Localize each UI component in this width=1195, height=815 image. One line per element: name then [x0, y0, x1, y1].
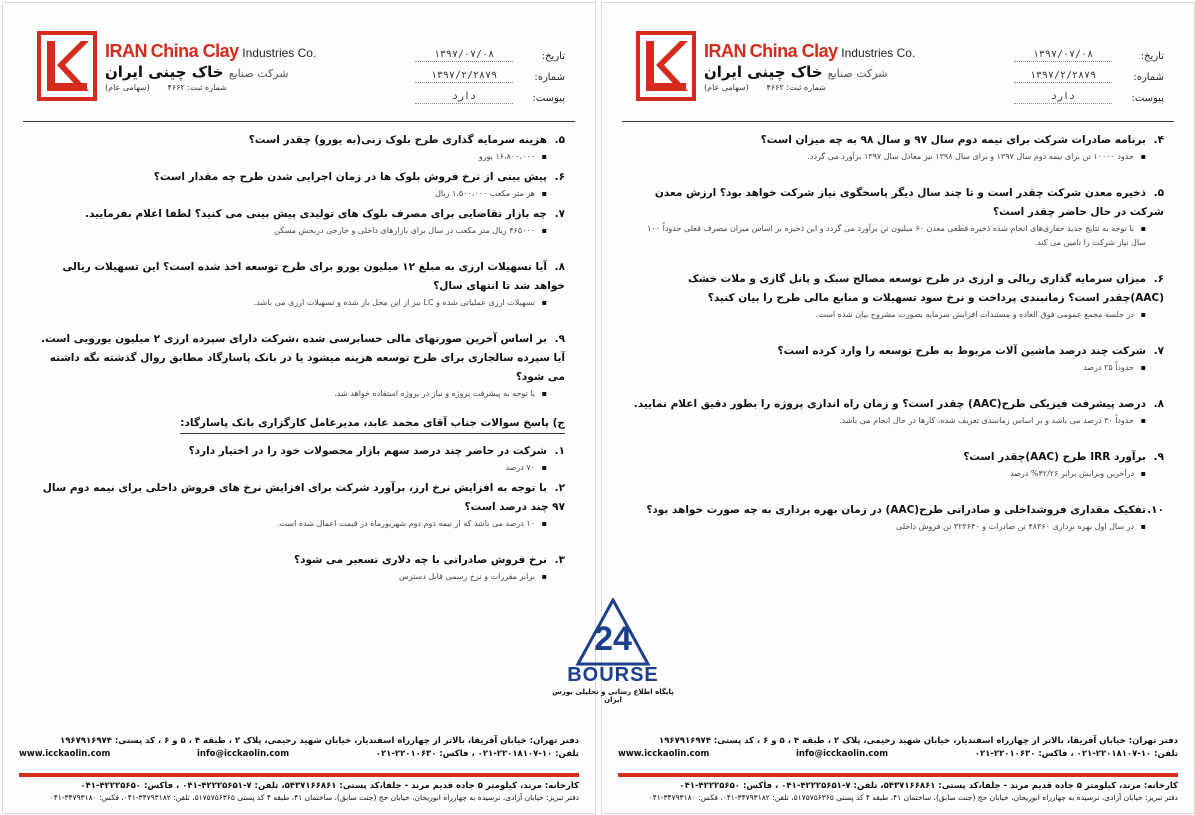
- footer-tehran: [19, 735, 579, 773]
- answer-body: حدوداً ۳۰ درصد می باشد و بر اساس زمانبندی تعریف شده، کارها در حال انجام می باشد.: [839, 416, 1134, 425]
- question-number: ۳.: [554, 554, 565, 566]
- registration-number: شماره ثبت: ۴۶۶۲: [766, 83, 826, 92]
- question-number: ۶.: [1153, 273, 1164, 285]
- bullet-icon: ▪: [541, 572, 547, 581]
- bullet-icon: ▪: [541, 463, 547, 472]
- company-logo: [37, 31, 97, 101]
- answer-text: [630, 308, 1164, 322]
- answer-body: با توجه به نتایج جدید حفاری‌های انجام شده ذخیره قطعی معدن ۶۰ میلیون تن برآورد می گردد و این ذخیره بر اساس میزان مصرف فعلی حدوداً ۱۰۰ سال نیاز شرکت را تامین می کند.: [647, 224, 1146, 247]
- company-logo: [636, 31, 696, 101]
- answer-body: در جلسه مجمع عمومی فوق العاده و مستندات افزایش سرمایه بصورت مشروح بیان شده است.: [815, 310, 1134, 319]
- company-type: (سهامی عام): [105, 83, 150, 92]
- question-item: [31, 205, 565, 238]
- company-china-clay: China Clay: [150, 41, 239, 61]
- question-body: بر اساس آخرین صورتهای مالی حسابرسی شده ،شرکت دارای سپرده ارزی ۲ میلیون یورویی است. آیا سپرده سالجاری برای طرح توسعه هزینه میشود یا در بانک پاسارگاد مطابق روال گذشته نگه داشته می شود؟: [41, 333, 565, 383]
- question-text: [31, 479, 565, 517]
- company-fa-name: خاک چینی ایران: [704, 63, 823, 81]
- bullet-icon: ▪: [541, 519, 547, 528]
- company-name-en: [105, 41, 317, 62]
- answer-text: [31, 224, 565, 238]
- number-value: ۱۳۹۷/۲/۲۸۷۹: [415, 70, 513, 83]
- bullet-icon: ▪: [541, 389, 547, 398]
- answer-text: [31, 296, 565, 310]
- question-text: [630, 131, 1164, 150]
- bullet-icon: ▪: [1140, 224, 1146, 233]
- question-number: ۷.: [554, 208, 565, 220]
- company-suffix: Industries Co.: [242, 46, 317, 60]
- meta-attach-row: [415, 83, 565, 104]
- question-number: ۷.: [1153, 345, 1164, 357]
- kaolin-logo-icon: [41, 35, 93, 97]
- footer-contact-row: [19, 748, 579, 761]
- section-title: ج) پاسخ سوالات جناب آقای محمد عابد، مدیرعامل کارگزاری بانک پاسارگاد:: [180, 414, 565, 434]
- email-link[interactable]: info@icckaolin.com: [197, 749, 290, 759]
- question-text: [630, 342, 1164, 361]
- question-item: [630, 342, 1164, 375]
- question-body: با توجه به افزایش نرخ ارز، برآورد شرکت برای افزایش نرخ های فروش داخلی برای نیمه دوم سال ۹۷ چند درصد است؟: [42, 482, 565, 513]
- footer-tehran: [618, 735, 1178, 773]
- answer-text: [630, 150, 1164, 164]
- meta-date-row: [1014, 41, 1164, 62]
- answer-text: [31, 461, 565, 475]
- footer-red-bar: [618, 773, 1178, 777]
- question-item: [31, 330, 565, 401]
- answer-text: [630, 467, 1164, 481]
- question-body: برآورد IRR طرح (AAC)چقدر است؟: [963, 451, 1146, 463]
- answer-text: [630, 520, 1164, 534]
- question-text: [630, 184, 1164, 222]
- question-text: [31, 551, 565, 570]
- factory-address: کارخانه: مرند، کیلومتر ۵ جاده قدیم مرند - جلفا،کد پستی: ۵۴۳۷۱۶۶۸۶۱، تلفن: ۷-۴۲۲۲۵۶۵۱-۰۴۱ ، فاکس: ۴۲۲۲۵۶۵۰-۰۴۱: [679, 781, 1178, 791]
- header-divider: [622, 121, 1174, 122]
- answer-body: ۱۶،۸۰۰،۰۰۰ یورو: [478, 152, 535, 161]
- registration-number: شماره ثبت: ۴۶۶۲: [167, 83, 227, 92]
- attach-value: دارد: [1014, 91, 1112, 104]
- meta-date-row: [415, 41, 565, 62]
- meta-number-row: [1014, 62, 1164, 83]
- question-body: ذخیره معدن شرکت چقدر است و تا چند سال دیگر پاسخگوی نیاز شرکت خواهد بود؟ ارزش معدن شرکت در حال حاضر چقدر است؟: [654, 187, 1164, 218]
- question-body: هزینه سرمایه گذاری طرح بلوک زنی(به یورو) چقدر است؟: [248, 134, 547, 146]
- company-iran: IRAN: [105, 41, 147, 61]
- bullet-icon: ▪: [541, 298, 547, 307]
- question-body: پیش بینی از نرخ فروش بلوک ها در زمان اجرایی شدن طرح چه مقدار است؟: [153, 171, 547, 183]
- tehran-address: دفتر تهران: خیابان آفریقا، بالاتر از چهارراه اسفندیار، خیابان شهید رحیمی، پلاک ۲ ، طبقه ۴ ، ۵ و ۶ ، کد پستی: ۱۹۶۷۹۱۶۹۷۴: [60, 736, 579, 746]
- question-item: [630, 501, 1164, 534]
- date-label: تاریخ:: [1140, 51, 1164, 62]
- watermark-number: 24: [594, 620, 632, 658]
- bullet-icon: ▪: [1140, 522, 1146, 531]
- company-fa-name: خاک چینی ایران: [105, 63, 224, 81]
- attach-label: پیوست:: [532, 93, 565, 104]
- attach-value: دارد: [415, 91, 513, 104]
- factory-address: کارخانه: مرند، کیلومتر ۵ جاده قدیم مرند - جلفا،کد پستی: ۵۴۳۷۱۶۶۸۶۱، تلفن: ۷-۴۲۲۲۵۶۵۱-۰۴۱ ، فاکس: ۴۲۲۲۵۶۵۰-۰۴۱: [80, 781, 579, 791]
- bourse24-logo-icon: [548, 598, 678, 668]
- letter-meta: [415, 41, 565, 104]
- footer-red-bar: [19, 773, 579, 777]
- company-china-clay: China Clay: [749, 41, 838, 61]
- footer-contact-row: [618, 748, 1178, 761]
- bullet-icon: ▪: [1140, 416, 1146, 425]
- question-text: [31, 258, 565, 296]
- bullet-icon: ▪: [541, 226, 547, 235]
- website-link[interactable]: www.icckaolin.com: [19, 749, 111, 759]
- tabriz-address: دفتر تبریز: خیابان آزادی، نرسیده به چهارراه ابوریحان، خیابان حج (جنت سابق)، ساختمان ۴۱، طبقه ۴ کد پستی ۵۱۷۵۷۵۶۳۶۵، تلفن: ۳۴۷۹۳۱۸۲-۰۴۱، فکس: ۳۴۷۹۳۱۸۰-۰۴۱: [49, 793, 579, 802]
- question-body: نرخ فروش صادراتی با چه دلاری تسعیر می شود؟: [294, 554, 547, 566]
- question-item: [630, 131, 1164, 164]
- answer-text: [31, 570, 565, 584]
- company-name-fa: [105, 63, 305, 81]
- email-link[interactable]: info@icckaolin.com: [796, 749, 889, 759]
- bullet-icon: ▪: [1140, 469, 1146, 478]
- question-item: [630, 270, 1164, 322]
- question-text: [31, 131, 565, 150]
- answer-text: [630, 222, 1164, 250]
- question-item: [630, 184, 1164, 250]
- answer-body: تسهیلات ارزی عملیاتی شده و LC نیز از این محل باز شده و تسهیلات ارزی می باشد.: [253, 298, 535, 307]
- question-item: [31, 131, 565, 164]
- phone-fax: تلفن: ۱۰-۲۲۰۱۸۱۰۷-۰۲۱ ، فاکس: ۲۲۰۱۰۶۳۰-۰۲۱: [974, 749, 1178, 759]
- question-number: ۲.: [554, 482, 565, 494]
- bullet-icon: ▪: [1140, 310, 1146, 319]
- question-body: تفکیک مقداری فروشداخلی و صادراتی طرح(AAC) در زمان بهره برداری به چه صورت خواهد بود؟: [646, 504, 1146, 516]
- letter-meta: [1014, 41, 1164, 104]
- tehran-address: دفتر تهران: خیابان آفریقا، بالاتر از چهارراه اسفندیار، خیابان شهید رحیمی، پلاک ۲ ، طبقه ۴ ، ۵ و ۶ ، کد پستی: ۱۹۶۷۹۱۶۹۷۴: [659, 736, 1178, 746]
- date-value: ۱۳۹۷/۰۷/۰۸: [1014, 49, 1112, 62]
- question-body: آیا تسهیلات ارزی به مبلغ ۱۲ میلیون یورو برای طرح توسعه اخذ شده است؟ این تسهیلات ریالی خواهد شد تا انتهای سال؟: [62, 261, 565, 292]
- company-name-en: [704, 41, 916, 62]
- question-number: ۵.: [1153, 187, 1164, 199]
- company-fa-prefix: شرکت صنایع: [228, 67, 289, 80]
- question-item: [31, 442, 565, 475]
- bullet-icon: ▪: [541, 152, 547, 161]
- answer-body: برابر مقررات و نرخ رسمی قابل دسترس: [398, 572, 535, 581]
- question-body: شرکت چند درصد ماشین آلات مربوط به طرح توسعه را وارد کرده است؟: [777, 345, 1146, 357]
- question-text: [31, 442, 565, 461]
- company-name-block: [704, 41, 916, 92]
- answer-text: [31, 187, 565, 201]
- answer-body: هر متر مکعب ۱،۵۰۰،۰۰۰ ریال: [435, 189, 535, 198]
- bullet-icon: ▪: [1140, 152, 1146, 161]
- number-label: شماره:: [1133, 72, 1164, 83]
- question-number: ۹.: [554, 333, 565, 345]
- date-value: ۱۳۹۷/۰۷/۰۸: [415, 49, 513, 62]
- question-number: ۵.: [554, 134, 565, 146]
- bourse24-watermark: [548, 598, 678, 708]
- question-item: [630, 448, 1164, 481]
- watermark-title: BOURSE: [567, 664, 659, 686]
- question-item: [31, 168, 565, 201]
- question-body: چه بازار تقاضایی برای مصرف بلوک های تولیدی پیش بینی می کنید؟ لطفا اعلام بفرمایید.: [85, 208, 547, 220]
- question-number: ۸.: [554, 261, 565, 273]
- answer-text: [31, 517, 565, 531]
- footer-factory: [19, 780, 579, 804]
- answer-body: حدود ۱۰۰۰۰ تن برای نیمه دوم سال ۱۳۹۷ و برای سال ۱۳۹۸ نیز معادل سال ۱۳۹۷ برآورد می گردد.: [807, 152, 1134, 161]
- question-item: [31, 479, 565, 531]
- letter-page-left: [2, 2, 596, 814]
- question-body: شرکت در حاضر چند درصد سهم بازار محصولات خود را در اختیار دارد؟: [188, 445, 547, 457]
- bullet-icon: ▪: [1140, 363, 1146, 372]
- watermark-subtitle: پایگاه اطلاع رسانی و تحلیلی بورس ایران: [552, 688, 674, 704]
- phone-fax: تلفن: ۱۰-۲۲۰۱۸۱۰۷-۰۲۱ ، فاکس: ۲۲۰۱۰۶۳۰-۰۲۱: [375, 749, 579, 759]
- question-item: [630, 395, 1164, 428]
- question-body: درصد پیشرفت فیزیکی طرح(AAC) چقدر است؟ و زمان راه اندازی پروژه را بطور دقیق اعلام نمایید.: [633, 398, 1146, 410]
- question-body: برنامه صادرات شرکت برای نیمه دوم سال ۹۷ و سال ۹۸ به چه میزان است؟: [760, 134, 1146, 146]
- kaolin-logo-icon: [640, 35, 692, 97]
- question-text: [31, 330, 565, 387]
- answer-body: حدوداً ۲۵ درصد: [1083, 363, 1134, 372]
- company-registration: [105, 83, 305, 92]
- question-number: ۴.: [1153, 134, 1164, 146]
- company-registration: [704, 83, 904, 92]
- meta-attach-row: [1014, 83, 1164, 104]
- answer-body: ۱۰ درصد می باشد که از نیمه دوم دوم شهریورماه در قیمت اعمال شده است.: [276, 519, 535, 528]
- company-type: (سهامی عام): [704, 83, 749, 92]
- answer-body: ۷۰ درصد: [505, 463, 535, 472]
- question-text: [31, 168, 565, 187]
- date-label: تاریخ:: [541, 51, 565, 62]
- question-text: [630, 501, 1164, 520]
- question-text: [630, 395, 1164, 414]
- company-fa-prefix: شرکت صنایع: [827, 67, 888, 80]
- number-value: ۱۳۹۷/۲/۲۸۷۹: [1014, 70, 1112, 83]
- question-text: [630, 270, 1164, 308]
- answer-text: [31, 150, 565, 164]
- company-name-fa: [704, 63, 904, 81]
- tabriz-address: دفتر تبریز: خیابان آزادی، نرسیده به چهارراه ابوریحان، خیابان حج (جنت سابق)، ساختمان ۴۱، طبقه ۴ کد پستی ۵۱۷۵۷۵۶۳۶۵، تلفن: ۳۴۷۹۳۱۸۲-۰۴۱، فکس: ۳۴۷۹۳۱۸۰-۰۴۱: [648, 793, 1178, 802]
- header-divider: [23, 121, 575, 122]
- bullet-icon: ▪: [541, 189, 547, 198]
- answer-body: با توجه به پیشرفت پروژه و نیاز در پروژه استفاده خواهد شد.: [334, 389, 535, 398]
- left-questions: [31, 131, 565, 584]
- question-text: [630, 448, 1164, 467]
- answer-body: در سال اول بهره برداری ۴۸۳۶۰ تن صادرات و ۳۲۳۶۴۰ تن فروش داخلی: [896, 522, 1134, 531]
- right-questions: [630, 131, 1164, 534]
- question-body: میزان سرمایه گذاری ریالی و ارزی در طرح توسعه مصالح سبک و پانل گازی و ملات خشک (AAC)چقدر است؟ زمانبندی پرداخت و نرخ سود تسهیلات و منابع مالی طرح را بیان کنید؟: [688, 273, 1164, 304]
- question-text: [31, 205, 565, 224]
- question-item: [31, 551, 565, 584]
- answer-text: [31, 387, 565, 401]
- question-number: ۶.: [554, 171, 565, 183]
- company-suffix: Industries Co.: [841, 46, 916, 60]
- company-name-block: [105, 41, 317, 92]
- company-iran: IRAN: [704, 41, 746, 61]
- website-link[interactable]: www.icckaolin.com: [618, 749, 710, 759]
- answer-text: [630, 361, 1164, 375]
- answer-body: ۴۶۵۰۰۰ ریال متر مکعب در سال برای بازارهای داخلی و خارجی دربخش مسکن: [274, 226, 535, 235]
- question-item: [31, 258, 565, 310]
- answer-body: درآخرین ویرایش برابر ۴۲/۲۶% درصد: [1009, 469, 1134, 478]
- number-label: شماره:: [534, 72, 565, 83]
- question-number: ۱.: [554, 445, 565, 457]
- meta-number-row: [415, 62, 565, 83]
- footer-factory: [618, 780, 1178, 804]
- question-number: ۹.: [1153, 451, 1164, 463]
- question-number: ۱۰.: [1147, 504, 1164, 516]
- letter-page-right: [601, 2, 1195, 814]
- answer-text: [630, 414, 1164, 428]
- attach-label: پیوست:: [1131, 93, 1164, 104]
- question-number: ۸.: [1153, 398, 1164, 410]
